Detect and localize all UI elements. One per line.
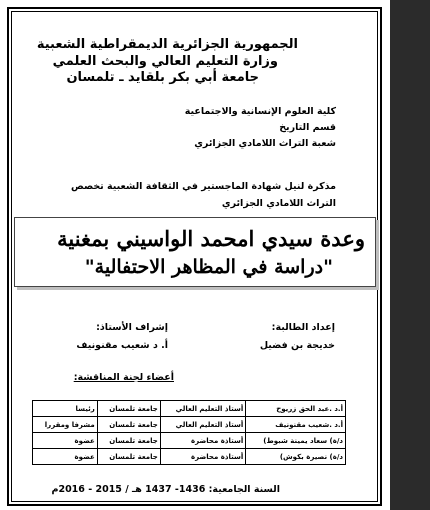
member-institution: جامعة تلمسان xyxy=(97,401,160,417)
member-institution: جامعة تلمسان xyxy=(97,417,160,433)
committee-title: أعضاء لجنة المناقشة: xyxy=(73,372,174,383)
thesis-purpose-line2: التراث اللامادي الجزائري xyxy=(221,198,336,209)
member-rank: أستاذة محاضرة xyxy=(160,433,245,449)
branch-name: شعبة التراث اللامادي الجزائري xyxy=(194,138,336,149)
table-row xyxy=(33,417,346,433)
thesis-title-box xyxy=(14,217,376,287)
member-institution: جامعة تلمسان xyxy=(97,449,160,465)
supervisor-label: إشراف الأستاذ: xyxy=(96,322,168,333)
table-row xyxy=(33,401,346,417)
ministry-heading: وزارة التعليم العالي والبحث العلمي xyxy=(52,54,278,69)
member-role: مشرفا ومقررا xyxy=(33,417,98,433)
table-row xyxy=(33,433,346,449)
member-role: رئيسا xyxy=(33,401,98,417)
member-rank: أستاذ التعليم العالي xyxy=(160,401,245,417)
student-label: إعداد الطالبة: xyxy=(271,322,335,333)
table-row xyxy=(33,449,346,465)
academic-year: السنة الجامعية: 1436- 1437 هـ / 2015 - 2016م xyxy=(51,484,280,495)
member-institution: جامعة تلمسان xyxy=(97,433,160,449)
university-heading: جامعة أبي بكر بلقايد ـ تلمسان xyxy=(66,70,259,85)
member-role: عضوة xyxy=(33,433,98,449)
department-name: قسم التاريخ xyxy=(279,122,336,133)
supervisor-name: أ. د شعيب مقنونيف xyxy=(76,340,168,351)
member-role: عضوة xyxy=(33,449,98,465)
member-rank: أستاذة محاضرة xyxy=(160,449,245,465)
member-name: د/ة) نصيرة بكوش) xyxy=(246,449,346,465)
member-rank: أستاذ التعليم العالي xyxy=(160,417,245,433)
viewer-side-panel xyxy=(390,0,430,510)
republic-heading: الجمهورية الجزائرية الديمقراطية الشعبية xyxy=(36,37,298,52)
member-name: د/ة) سعاد يمينة شبوط) xyxy=(246,433,346,449)
faculty-name: كلية العلوم الإنسانية والاجتماعية xyxy=(184,106,336,117)
member-name: أ.د .عبد الحق زريوح xyxy=(246,401,346,417)
thesis-purpose-line1: مذكرة لنيل شهادة الماجستير في الثقافة الشعبية تخصص xyxy=(71,181,336,192)
member-name: أ.د .شعيب مقنونيف xyxy=(246,417,346,433)
student-name: خديجة بن فضيل xyxy=(259,340,335,351)
committee-table xyxy=(32,400,346,465)
thesis-title-line1: وعدة سيدي امحمد الواسيني بمغنية xyxy=(57,226,365,251)
thesis-title-line2: "دراسة في المظاهر الاحتفالية" xyxy=(84,256,333,278)
